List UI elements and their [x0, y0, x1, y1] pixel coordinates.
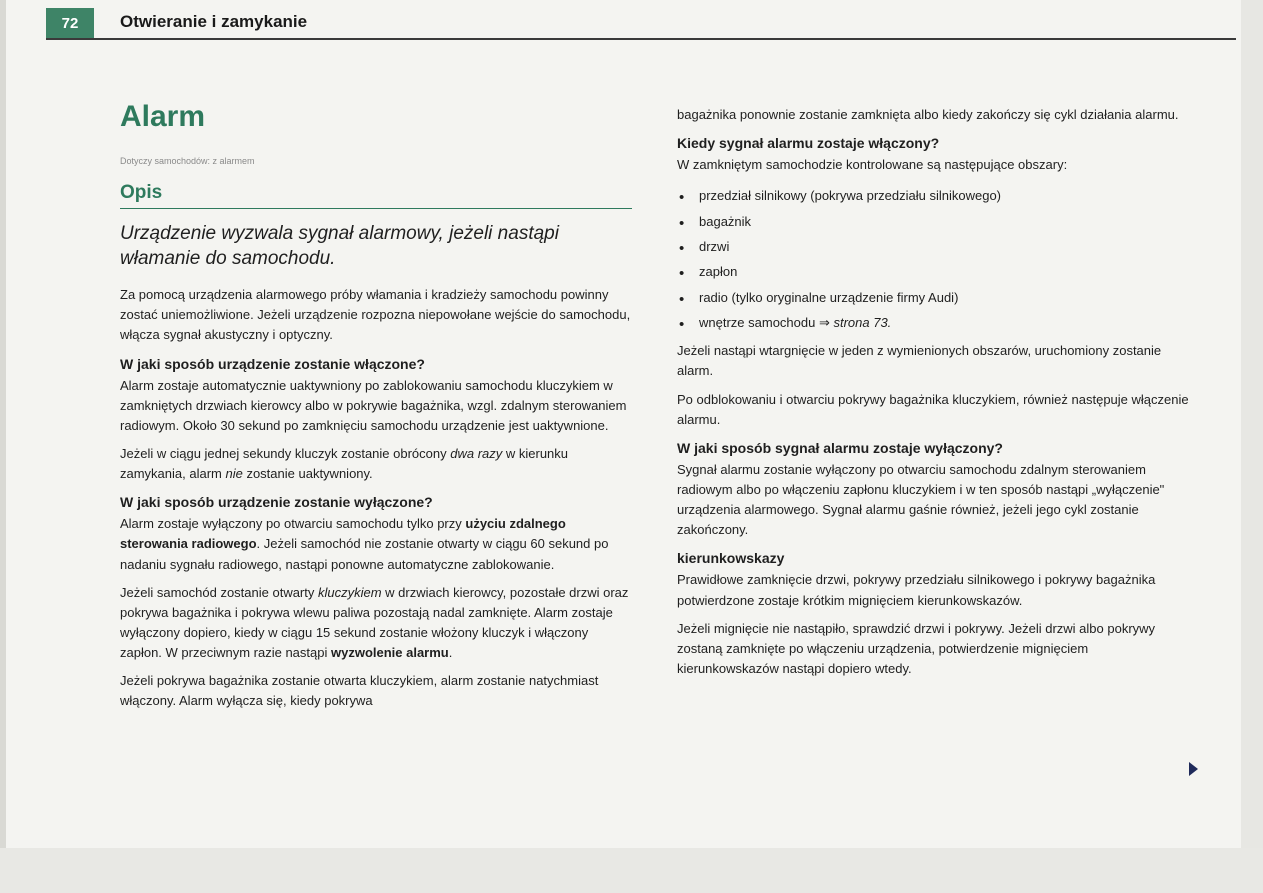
text-run: . Jeżeli samochód nie zostanie otwarty w ciągu 60 sekund po nadaniu sygnału radiowego, nastąpi ponowne automatyczne zablokowanie. — [120, 536, 609, 572]
activation-paragraph: Alarm zostaje automatycznie uaktywniony po zablokowaniu samochodu kluczykiem w zamkniętych drzwiach kierowcy albo w pokrywie bagażnika, wzgl. zdalnym sterowaniem radiowym. Około 30 sekund po zamknięciu samochodu urządzenie jest uaktywnione. — [120, 377, 627, 433]
continued-paragraph: bagażnika ponownie zostanie zamknięta albo kiedy zakończy się cykl działania alarmu. — [677, 107, 1179, 122]
continue-arrow-icon — [1189, 762, 1198, 776]
question-deactivation: W jaki sposób urządzenie zostanie wyłączone? — [120, 494, 433, 511]
question-switch-off: W jaki sposób sygnał alarmu zostaje wyłączony? — [677, 439, 1003, 456]
text-run: Jeżeli w ciągu jednej sekundy kluczyk zostanie obrócony — [120, 446, 451, 461]
emphasis: nie — [225, 466, 243, 482]
trunk-paragraph: Jeżeli pokrywa bagażnika zostanie otwarta kluczykiem, alarm zostanie natychmiast włączony. Alarm wyłącza się, kiedy pokrywa — [120, 673, 599, 709]
right-column — [677, 105, 1192, 687]
text-run: . — [448, 645, 453, 661]
running-header: Otwieranie i zamykanie — [120, 12, 308, 31]
left-column — [120, 100, 632, 720]
page-link[interactable]: strona 73. — [833, 315, 892, 330]
list-item: • radio (tylko oryginalne urządzenie firmy Audi) — [677, 285, 1192, 310]
text-run: w drzwiach kierowcy, pozostałe drzwi oraz pokrywa bagażnika i pokrywa wlewu paliwa pozostają nadal zamknięte. Alarm zostaje wyłączony dopiero, kiedy w ciągu 15 sekund zostanie włożony kluczyk i włączony zapłon. W przeciwnym razie nastąpi — [120, 584, 629, 661]
strong-text: wyzwolenie alarmu — [330, 645, 449, 661]
list-item: • zapłon — [677, 259, 1192, 284]
list-item: • drzwi — [677, 234, 1192, 259]
footer-band — [0, 848, 1263, 893]
double-turn-paragraph — [120, 444, 632, 484]
turn-signals-paragraph: Prawidłowe zamknięcie drzwi, pokrywy przedziału silnikowego i pokrywy bagażnika potwierdzone zostaje krótkim mignięciem kierunkowskazów. — [677, 572, 1156, 608]
page-number: 72 — [46, 8, 94, 38]
header-rule — [46, 38, 1236, 40]
page-edge-left — [0, 0, 6, 893]
question-activation: W jaki sposób urządzenie zostanie włączone? — [120, 355, 425, 372]
check-doors-paragraph: Jeżeli mignięcie nie nastąpiło, sprawdzić drzwi i pokrywy. Jeżeli drzwi albo pokrywy zostaną zamknięte po włączeniu urządzenia, potwierdzenie mignięciem kierunkowskazów nastąpi dopiero wtedy. — [677, 620, 1156, 677]
emphasis: dwa razy — [450, 446, 503, 461]
switch-off-paragraph: Sygnał alarmu zostanie wyłączony po otwarciu samochodu zdalnym sterowaniem radiowym albo po włączeniu zapłonu kluczykiem i w ten sposób nastąpi „wyłączenie" urządzenia alarmowego. Sygnał alarmu gaśnie również, jeżeli jego cykl zostanie zakończony. — [677, 461, 1165, 538]
question-trigger: Kiedy sygnał alarmu zostaje włączony? — [677, 135, 940, 152]
page-edge-right — [1241, 0, 1263, 893]
text-run: Alarm zostaje wyłączony po otwarciu samochodu tylko przy — [120, 516, 466, 532]
monitored-areas-list — [677, 183, 1192, 335]
monitored-areas-intro: W zamkniętym samochodzie kontrolowane są następujące obszary: — [677, 157, 1068, 173]
strong-text: użyciu zdalnego sterowania radiowego — [120, 516, 566, 552]
emphasis: kluczykiem — [317, 584, 382, 600]
list-item: • przedział silnikowy (pokrywa przedziału silnikowego) — [677, 183, 1192, 208]
key-open-paragraph — [120, 583, 632, 664]
trunk-unlock-paragraph: Po odblokowaniu i otwarciu pokrywy bagażnika kluczykiem, również następuje włączenie alarmu. — [677, 391, 1189, 427]
text-run: zostanie uaktywniony. — [242, 466, 373, 482]
lead-text: Urządzenie wyzwala sygnał alarmowy, jeżeli nastąpi włamanie do samochodu. — [120, 223, 559, 270]
text-run: w kierunku zamykania, alarm — [120, 446, 569, 482]
list-item: • bagażnik — [677, 209, 1192, 234]
deactivation-paragraph — [120, 514, 632, 574]
page-title: Alarm — [120, 100, 206, 133]
text-run: Jeżeli samochód zostanie otwarty — [120, 584, 318, 600]
text-run: wnętrze samochodu ⇒ — [699, 315, 834, 330]
intrusion-paragraph: Jeżeli nastąpi wtargnięcie w jeden z wymienionych obszarów, uruchomiony zostanie alarm. — [677, 343, 1162, 379]
intro-paragraph: Za pomocą urządzenia alarmowego próby włamania i kradzieży samochodu powinny zostać uniemożliwione. Jeżeli urządzenie rozpozna niepowołane wejście do samochodu, włącza sygnał akustyczny i optyczny. — [120, 287, 631, 343]
turn-signals-heading: kierunkowskazy — [677, 550, 785, 567]
list-item — [677, 310, 1192, 335]
applicability-note: Dotyczy samochodów: z alarmem — [120, 156, 255, 166]
section-title: Opis — [120, 182, 632, 209]
